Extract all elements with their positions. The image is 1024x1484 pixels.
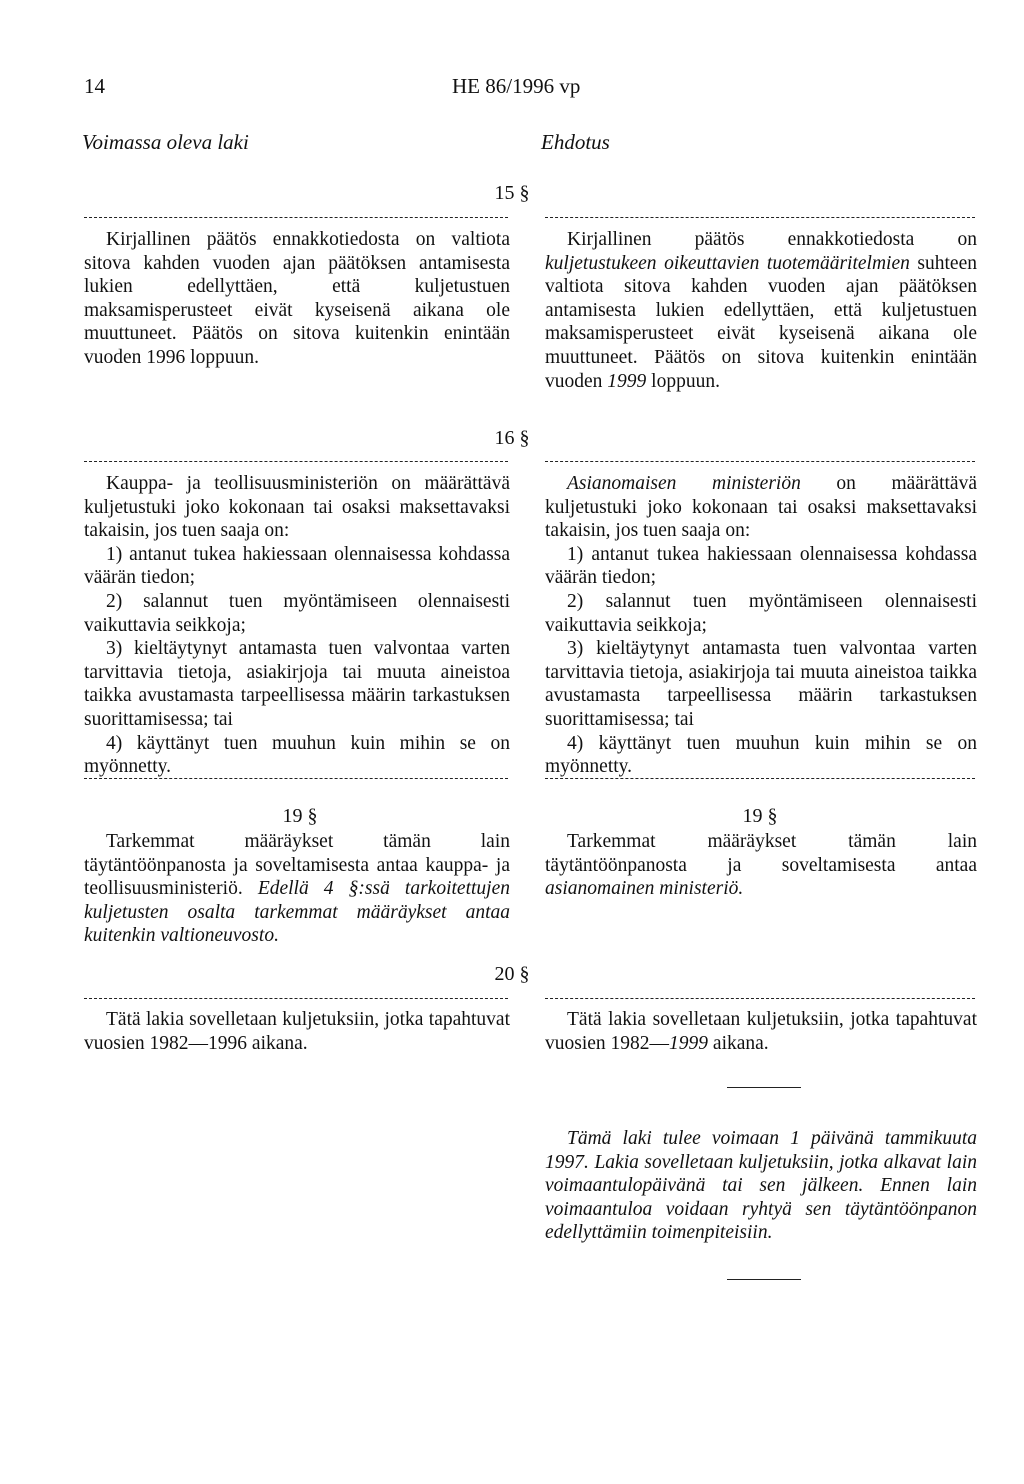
- entry-separator-bottom: [727, 1279, 801, 1280]
- section-20-proposed-part-b: 1999: [669, 1032, 709, 1054]
- section-19-right-text: [545, 830, 977, 901]
- section-15-heading: 15 §: [494, 182, 530, 204]
- section-15-current-paragraph: Kirjallinen päätös ennakkotiedosta on valtiota sitova kahden vuoden ajan päätöksen antamisesta lukien edellyttäen, että kuljetustuen maksamisperusteet eivät kyseisenä aikana ole muuttuneet. Päätös on sitova kuitenkin enintään vuoden 1996 loppuun.: [84, 229, 510, 368]
- section-16-proposed-intro-b: on määrättävä kuljetustuki joko kokonaan tai osaksi maksettavaksi takaisin, jos tuen saaja on:: [545, 473, 977, 542]
- section-16-right-text: [545, 472, 977, 779]
- section-16-proposed-item-1: 1) antanut tukea hakiessaan olennaisessa kohdassa väärän tiedon;: [545, 543, 977, 589]
- section-20-left-omission: [84, 998, 508, 999]
- section-16-proposed-item-3: 3) kieltäytynyt antamasta tuen valvontaa varten tarvittavia tietoja, asiakirjoja tai muuta aineistoa taikka avustamasta tarpeellisessa määrin tarkastuksen suorittamisessa; tai: [545, 638, 977, 730]
- section-15-right-text: [545, 228, 977, 393]
- section-16-current-item-4: 4) käyttänyt tuen muuhun kuin mihin se on myönnetty.: [84, 732, 510, 778]
- section-16-proposed-intro: [545, 472, 977, 543]
- right-column-title: Ehdotus: [541, 130, 610, 154]
- section-15-proposed-part-e: loppuun.: [646, 370, 720, 392]
- page-number: 14: [84, 74, 105, 98]
- section-20-right-omission: [545, 998, 975, 999]
- section-15-proposed-part-a: Kirjallinen päätös ennakkotiedosta on: [567, 229, 977, 250]
- section-19-proposed-part-b: asianomainen ministeriö.: [545, 878, 744, 900]
- section-20-current-paragraph: Tätä lakia sovelletaan kuljetuksiin, jotka tapahtuvat vuosien 1982—1996 aikana.: [84, 1009, 510, 1054]
- section-15-left-text: [84, 228, 510, 370]
- section-20-heading: 20 §: [494, 963, 530, 985]
- section-19-left-text: [84, 830, 510, 948]
- section-16-left-text: [84, 472, 510, 779]
- section-16-left-omission: [84, 461, 508, 462]
- section-16-proposed-item-4: 4) käyttänyt tuen muuhun kuin mihin se on myönnetty.: [545, 732, 977, 778]
- section-16-heading: 16 §: [494, 427, 530, 449]
- section-20-right-text: [545, 1008, 977, 1055]
- entry-into-force-text: [545, 1127, 977, 1245]
- entry-separator-top: [727, 1087, 801, 1088]
- section-16-current-item-1: 1) antanut tukea hakiessaan olennaisessa kohdassa väärän tiedon;: [84, 543, 510, 589]
- section-20-left-text: [84, 1008, 510, 1055]
- section-15-proposed-paragraph: [545, 228, 977, 393]
- entry-into-force-paragraph: Tämä laki tulee voimaan 1 päivänä tammikuuta 1997. Lakia sovelletaan kuljetuksiin, jotka alkavat lain voimaantulopäivänä tai sen jälkeen. Ennen lain voimaantuloa voidaan ryhtyä sen täytäntöönpanon edellyttämiin toimenpiteisiin.: [545, 1128, 977, 1244]
- section-16-current-intro: Kauppa- ja teollisuusministeriön on määrättävä kuljetustuki joko kokonaan tai osaksi maksettavaksi takaisin, jos tuen saaja on:: [84, 473, 510, 542]
- section-19-current-part-b: Edellä 4 §:ssä tarkoitettujen kuljetusten osalta tarkemmat määräykset antaa kuitenkin valtioneuvosto.: [84, 878, 510, 947]
- section-16-proposed-intro-a: Asianomaisen ministeriön: [567, 473, 801, 494]
- section-16-proposed-item-2: 2) salannut tuen myöntämiseen olennaisesti vaikuttavia seikkoja;: [545, 590, 977, 636]
- section-16-current-item-2: 2) salannut tuen myöntämiseen olennaisesti vaikuttavia seikkoja;: [84, 590, 510, 636]
- section-19-right-heading: 19 §: [742, 805, 778, 827]
- section-19-current-part-a: Tarkemmat määräykset tämän lain täytäntöönpanosta ja soveltamisesta antaa kauppa- ja teollisuusministeriö.: [84, 831, 510, 900]
- section-16-right-omission: [545, 461, 975, 462]
- section-20-proposed-part-a: Tätä lakia sovelletaan kuljetuksiin, jotka tapahtuvat vuosien 1982—: [545, 1009, 977, 1054]
- section-15-proposed-part-b: kuljetustukeen oikeuttavien tuotemääritelmien: [545, 252, 910, 274]
- section-19-left-heading: 19 §: [282, 805, 318, 827]
- section-15-proposed-part-c: suhteen valtiota sitova kahden vuoden ajan päätöksen antamisesta lukien edellyttäen, että kuljetustuen maksamisperusteet eivät kyseisenä aikana ole muuttuneet. Päätös on sitova kuitenkin enintään vuoden: [545, 252, 977, 392]
- section-16-right-end-omission: [545, 778, 975, 779]
- section-16-current-item-3: 3) kieltäytynyt antamasta tuen valvontaa varten tarvittavia tietoja, asiakirjoja tai muuta aineistoa taikka avustamasta tarpeellisessa määrin tarkastuksen suorittamisessa; tai: [84, 638, 510, 730]
- section-15-proposed-part-d: 1999: [607, 370, 647, 392]
- section-19-proposed-part-a: Tarkemmat määräykset tämän lain täytäntöönpanosta ja soveltamisesta antaa: [545, 831, 977, 876]
- section-20-proposed-part-c: aikana.: [708, 1032, 769, 1054]
- section-19-current-paragraph: [84, 830, 510, 948]
- section-20-proposed-paragraph: [545, 1008, 977, 1055]
- section-15-right-omission: [545, 217, 975, 218]
- document-id: HE 86/1996 vp: [452, 74, 581, 98]
- section-16-left-end-omission: [84, 778, 508, 779]
- section-15-left-omission: [84, 217, 508, 218]
- left-column-title: Voimassa oleva laki: [82, 130, 249, 154]
- section-19-proposed-paragraph: [545, 830, 977, 901]
